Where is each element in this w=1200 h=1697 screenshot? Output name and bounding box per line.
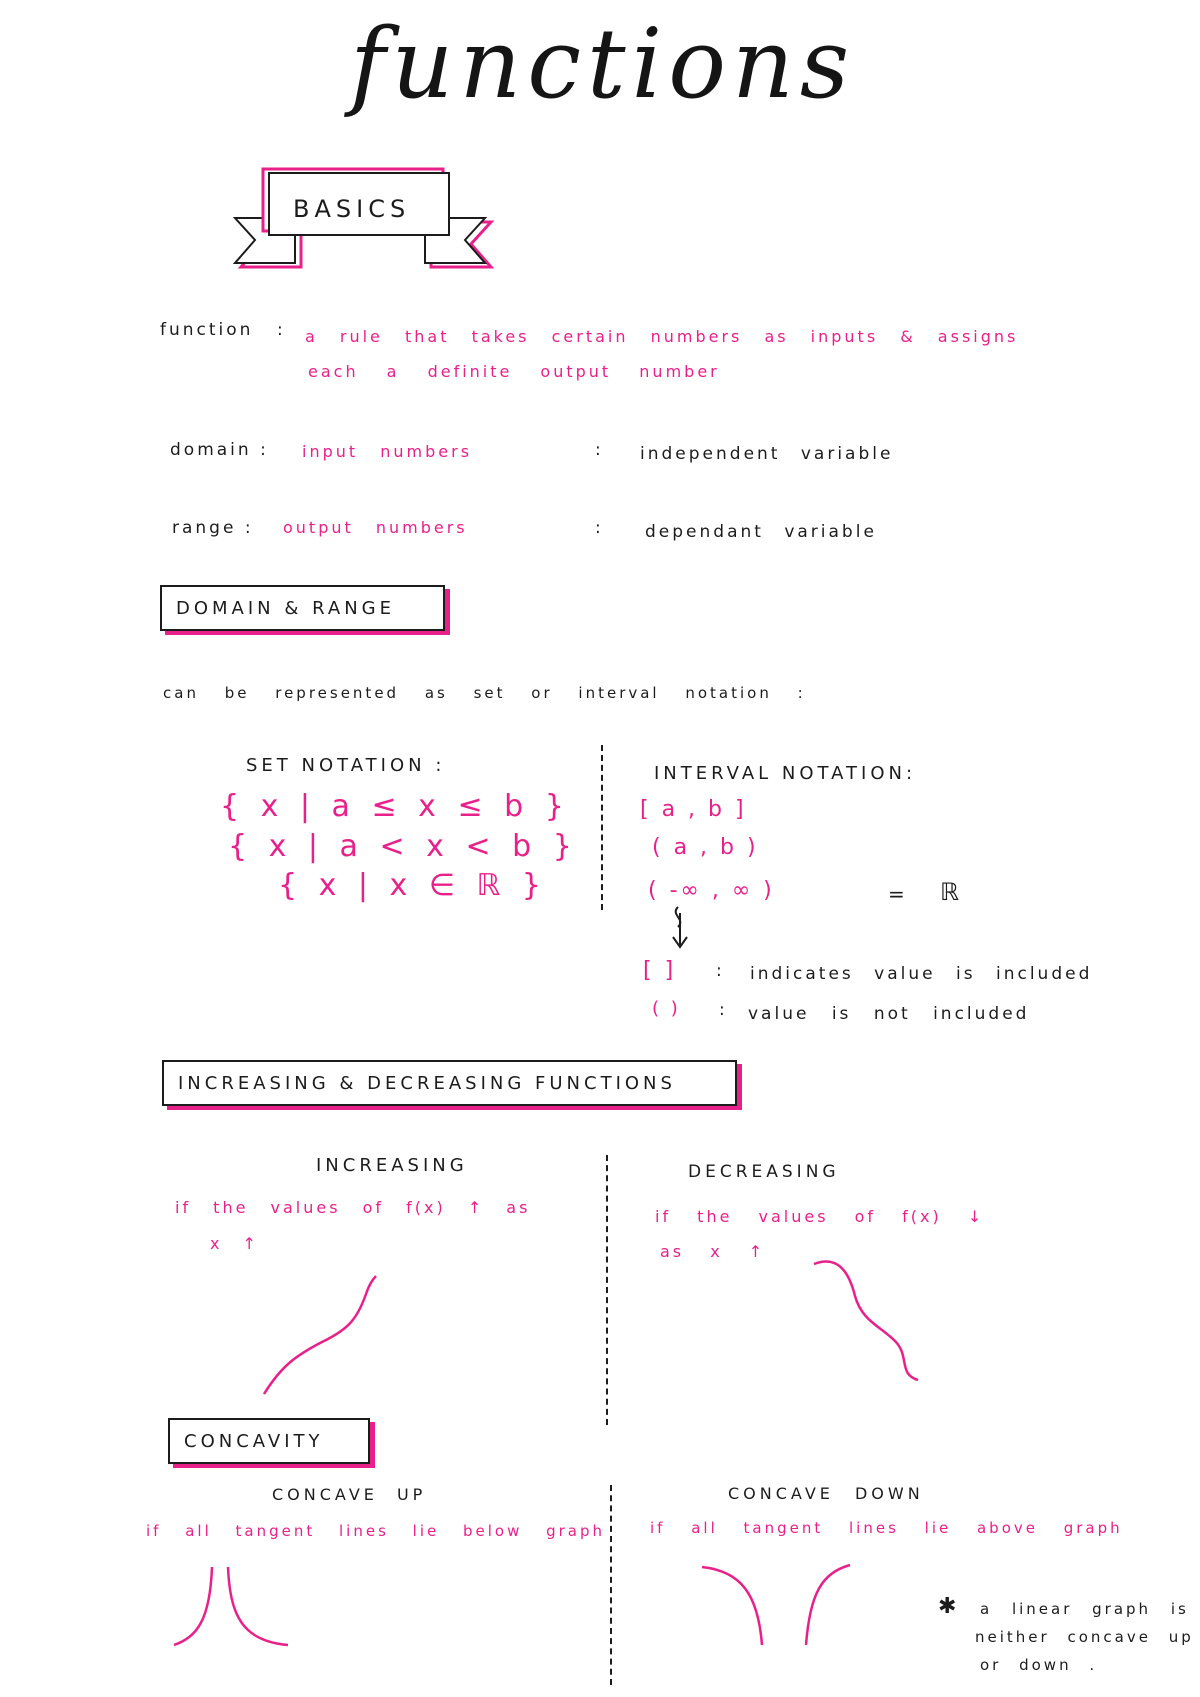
decreasing-curve [810, 1256, 930, 1396]
equals-sign: = [888, 882, 908, 906]
legend-colon: : [719, 1000, 728, 1020]
concave-up-curves [172, 1565, 302, 1655]
concavity-heading: CONCAVITY [184, 1430, 324, 1452]
set-notation-item: { x | x ∈ ℝ } [278, 868, 544, 903]
note-line: a linear graph is [980, 1600, 1189, 1618]
increasing-label: INCREASING [316, 1155, 468, 1176]
concavity-heading-box [168, 1418, 370, 1464]
set-notation-item: { x | a < x < b } [228, 829, 575, 864]
reals-symbol: ℝ [940, 878, 963, 906]
legend-text-not-included: value is not included [748, 1004, 1030, 1024]
page-title: functions [350, 8, 856, 120]
basics-banner-label: BASICS [293, 195, 411, 223]
inc-dec-heading-box [162, 1060, 737, 1106]
concave-up-definition: if all tangent lines lie below graph [146, 1522, 606, 1540]
range-colon: : [595, 518, 604, 538]
note-line: neither concave up [975, 1628, 1194, 1646]
interval-item: ( a , b ) [652, 835, 759, 860]
domain-term: domain : [170, 440, 269, 460]
note-line: or down . [980, 1656, 1098, 1674]
concave-down-definition: if all tangent lines lie above graph [650, 1519, 1123, 1537]
inc-dec-divider [606, 1155, 608, 1425]
decreasing-label: DECREASING [688, 1162, 840, 1182]
concavity-divider [610, 1485, 612, 1685]
decreasing-definition-line1: if the values of f(x) ↓ [655, 1207, 985, 1226]
interval-item: [ a , b ] [640, 797, 747, 822]
legend-colon: : [716, 961, 725, 981]
decreasing-definition-line2: as x ↑ [660, 1242, 766, 1261]
interval-item: ( -∞ , ∞ ) [648, 878, 775, 903]
range-term: range : [172, 518, 254, 538]
set-notation-heading: SET NOTATION : [246, 755, 446, 776]
interval-notation-heading: INTERVAL NOTATION: [654, 763, 917, 784]
concave-down-curves [700, 1563, 850, 1653]
function-definition-line1: a rule that takes certain numbers as inputs & assigns [305, 327, 1019, 346]
domain-colon: : [595, 440, 604, 460]
function-term: function [160, 320, 254, 340]
concave-down-label: CONCAVE DOWN [728, 1484, 924, 1503]
domain-range-heading-box [160, 585, 445, 631]
legend-text-included: indicates value is included [750, 964, 1093, 984]
function-definition-line2: each a definite output number [308, 362, 720, 381]
range-alt: dependant variable [645, 522, 877, 542]
increasing-definition-line1: if the values of f(x) ↑ as [175, 1198, 531, 1217]
domain-definition: input numbers [302, 442, 473, 461]
arrow-down-icon [668, 905, 698, 955]
note-asterisk-icon: ✱ [938, 1594, 960, 1619]
increasing-curve [262, 1270, 402, 1400]
domain-range-intro: can be represented as set or interval notation : [163, 684, 806, 702]
set-notation-item: { x | a ≤ x ≤ b } [220, 789, 567, 824]
function-colon: : [277, 320, 286, 340]
domain-range-heading: DOMAIN & RANGE [176, 597, 396, 619]
increasing-definition-line2: x ↑ [210, 1234, 259, 1253]
domain-alt: independent variable [640, 444, 894, 464]
legend-symbol-not-included: ( ) [652, 998, 681, 1019]
legend-symbol-included: [ ] [643, 958, 677, 983]
range-definition: output numbers [283, 518, 468, 537]
notation-divider [601, 745, 603, 910]
inc-dec-heading: INCREASING & DECREASING FUNCTIONS [178, 1072, 676, 1094]
concave-up-label: CONCAVE UP [272, 1485, 427, 1504]
